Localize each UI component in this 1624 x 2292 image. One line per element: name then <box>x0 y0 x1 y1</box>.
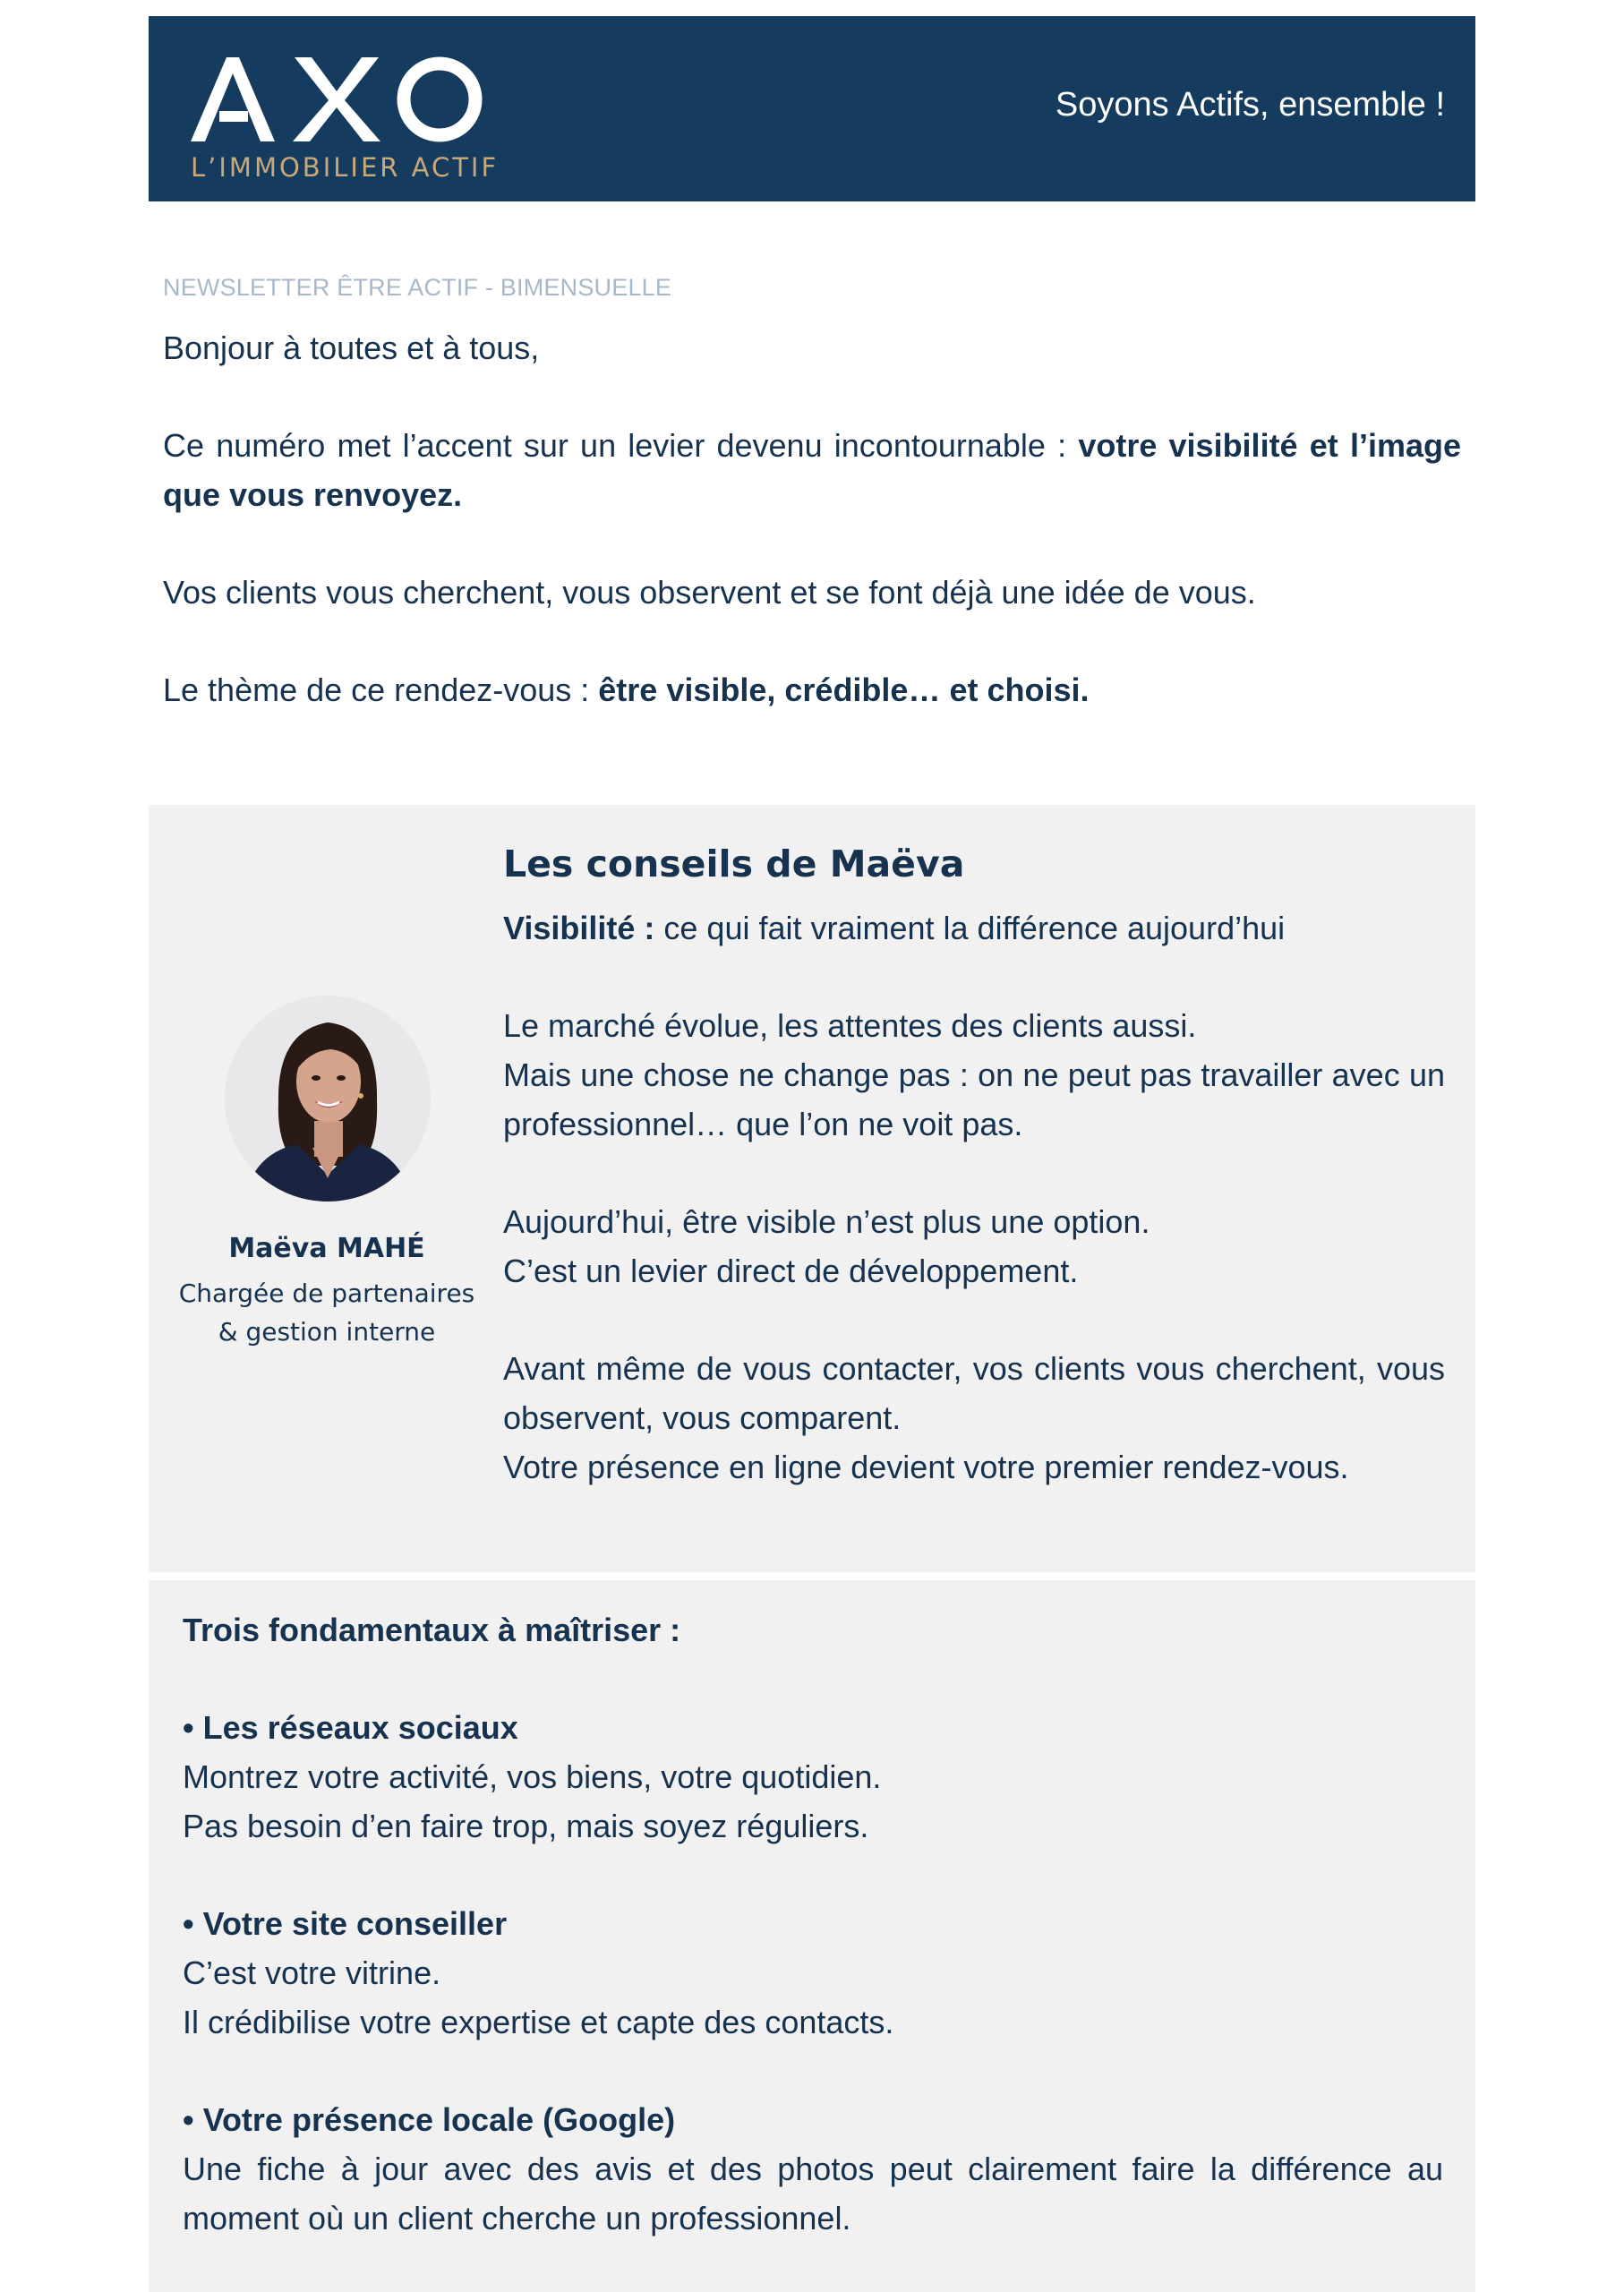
fundamental-1-line-2: Pas besoin d’en faire trop, mais soyez réguliers. <box>183 1808 869 1844</box>
intro-p1-lead: Ce numéro met l’accent sur un levier devenu incontournable : <box>163 427 1079 464</box>
fundamental-heading-3-text: • Votre présence locale (Google) <box>183 2101 676 2138</box>
intro-p3-bold: être visible, crédible… et choisi. <box>598 671 1090 708</box>
fundamentals-title <box>183 1605 1443 1655</box>
fundamental-2-line-2: Il crédibilise votre expertise et capte des contacts. <box>183 2004 894 2040</box>
header-tagline: Soyons Actifs, ensemble ! <box>1055 86 1445 124</box>
greeting: Bonjour à toutes et à tous, <box>163 329 540 366</box>
fundamental-2-line-1: C’est votre vitrine. <box>183 1954 441 1991</box>
intro-p1-bold: votre visibilité et l’image que vous renvoyez. <box>163 427 1461 513</box>
fundamentals-panel <box>149 1580 1475 2292</box>
intro-paragraph-3 <box>163 665 1461 714</box>
advice-content <box>503 837 1445 1492</box>
advice-p3-line-2: Votre présence en ligne devient votre premier rendez-vous. <box>503 1449 1349 1485</box>
fundamental-heading-1-text: • Les réseaux sociaux <box>183 1709 518 1746</box>
fundamental-heading-2 <box>183 1899 1443 1948</box>
advice-subtitle <box>503 903 1445 953</box>
author-role-line-2: & gestion interne <box>218 1317 436 1347</box>
advice-subtitle-bold: Visibilité : <box>503 910 655 946</box>
fundamental-3-line-1: Une fiche à jour avec des avis et des photos peut clairement faire la différence au moment où un client cherche un professionnel. <box>183 2151 1443 2236</box>
author-role <box>149 1274 505 1351</box>
advice-p1-line-1: Le marché évolue, les attentes des clients aussi. <box>503 1007 1197 1044</box>
intro-p3-lead: Le thème de ce rendez-vous : <box>163 671 599 708</box>
author-role-line-1: Chargée de partenaires <box>178 1279 475 1308</box>
fundamental-heading-1 <box>183 1703 1443 1752</box>
portrait-photo-icon <box>225 996 431 1202</box>
advice-p3-line-1: Avant même de vous contacter, vos clients vous cherchent, vous observent, vous comparent. <box>503 1350 1445 1436</box>
advice-subtitle-rest: ce qui fait vraiment la différence aujourd’hui <box>654 910 1286 946</box>
advice-p1-line-2: Mais une chose ne change pas : on ne peut pas travailler avec un professionnel… que l’on ne voit pas. <box>503 1056 1445 1142</box>
fundamental-heading-3 <box>183 2095 1443 2144</box>
newsletter-kicker: NEWSLETTER ÊTRE ACTIF - BIMENSUELLE <box>163 274 672 301</box>
logo-subtitle: L’IMMOBILIER ACTIF <box>191 152 500 183</box>
fundamentals-content <box>183 1605 1443 2243</box>
newsletter-header <box>149 16 1475 201</box>
advice-p2-line-2: C’est un levier direct de développement. <box>503 1253 1079 1289</box>
intro-paragraph-2: Vos clients vous cherchent, vous observent et se font déjà une idée de vous. <box>163 574 1256 611</box>
fundamental-heading-2-text: • Votre site conseiller <box>183 1905 508 1942</box>
avatar <box>225 996 431 1202</box>
fundamental-1-line-1: Montrez votre activité, vos biens, votre quotidien. <box>183 1758 882 1795</box>
author-name: Maëva MAHÉ <box>228 1233 425 1264</box>
fundamentals-title-text: Trois fondamentaux à maîtriser : <box>183 1612 681 1648</box>
axo-logo <box>189 54 500 188</box>
author-profile <box>149 805 505 1572</box>
advice-p2-line-1: Aujourd’hui, être visible n’est plus une option. <box>503 1203 1150 1240</box>
advice-title: Les conseils de Maëva <box>503 842 965 885</box>
advice-panel <box>149 805 1475 1572</box>
intro-paragraph-1 <box>163 421 1461 519</box>
intro-section <box>163 274 1461 714</box>
axo-logo-wordmark <box>189 54 484 152</box>
